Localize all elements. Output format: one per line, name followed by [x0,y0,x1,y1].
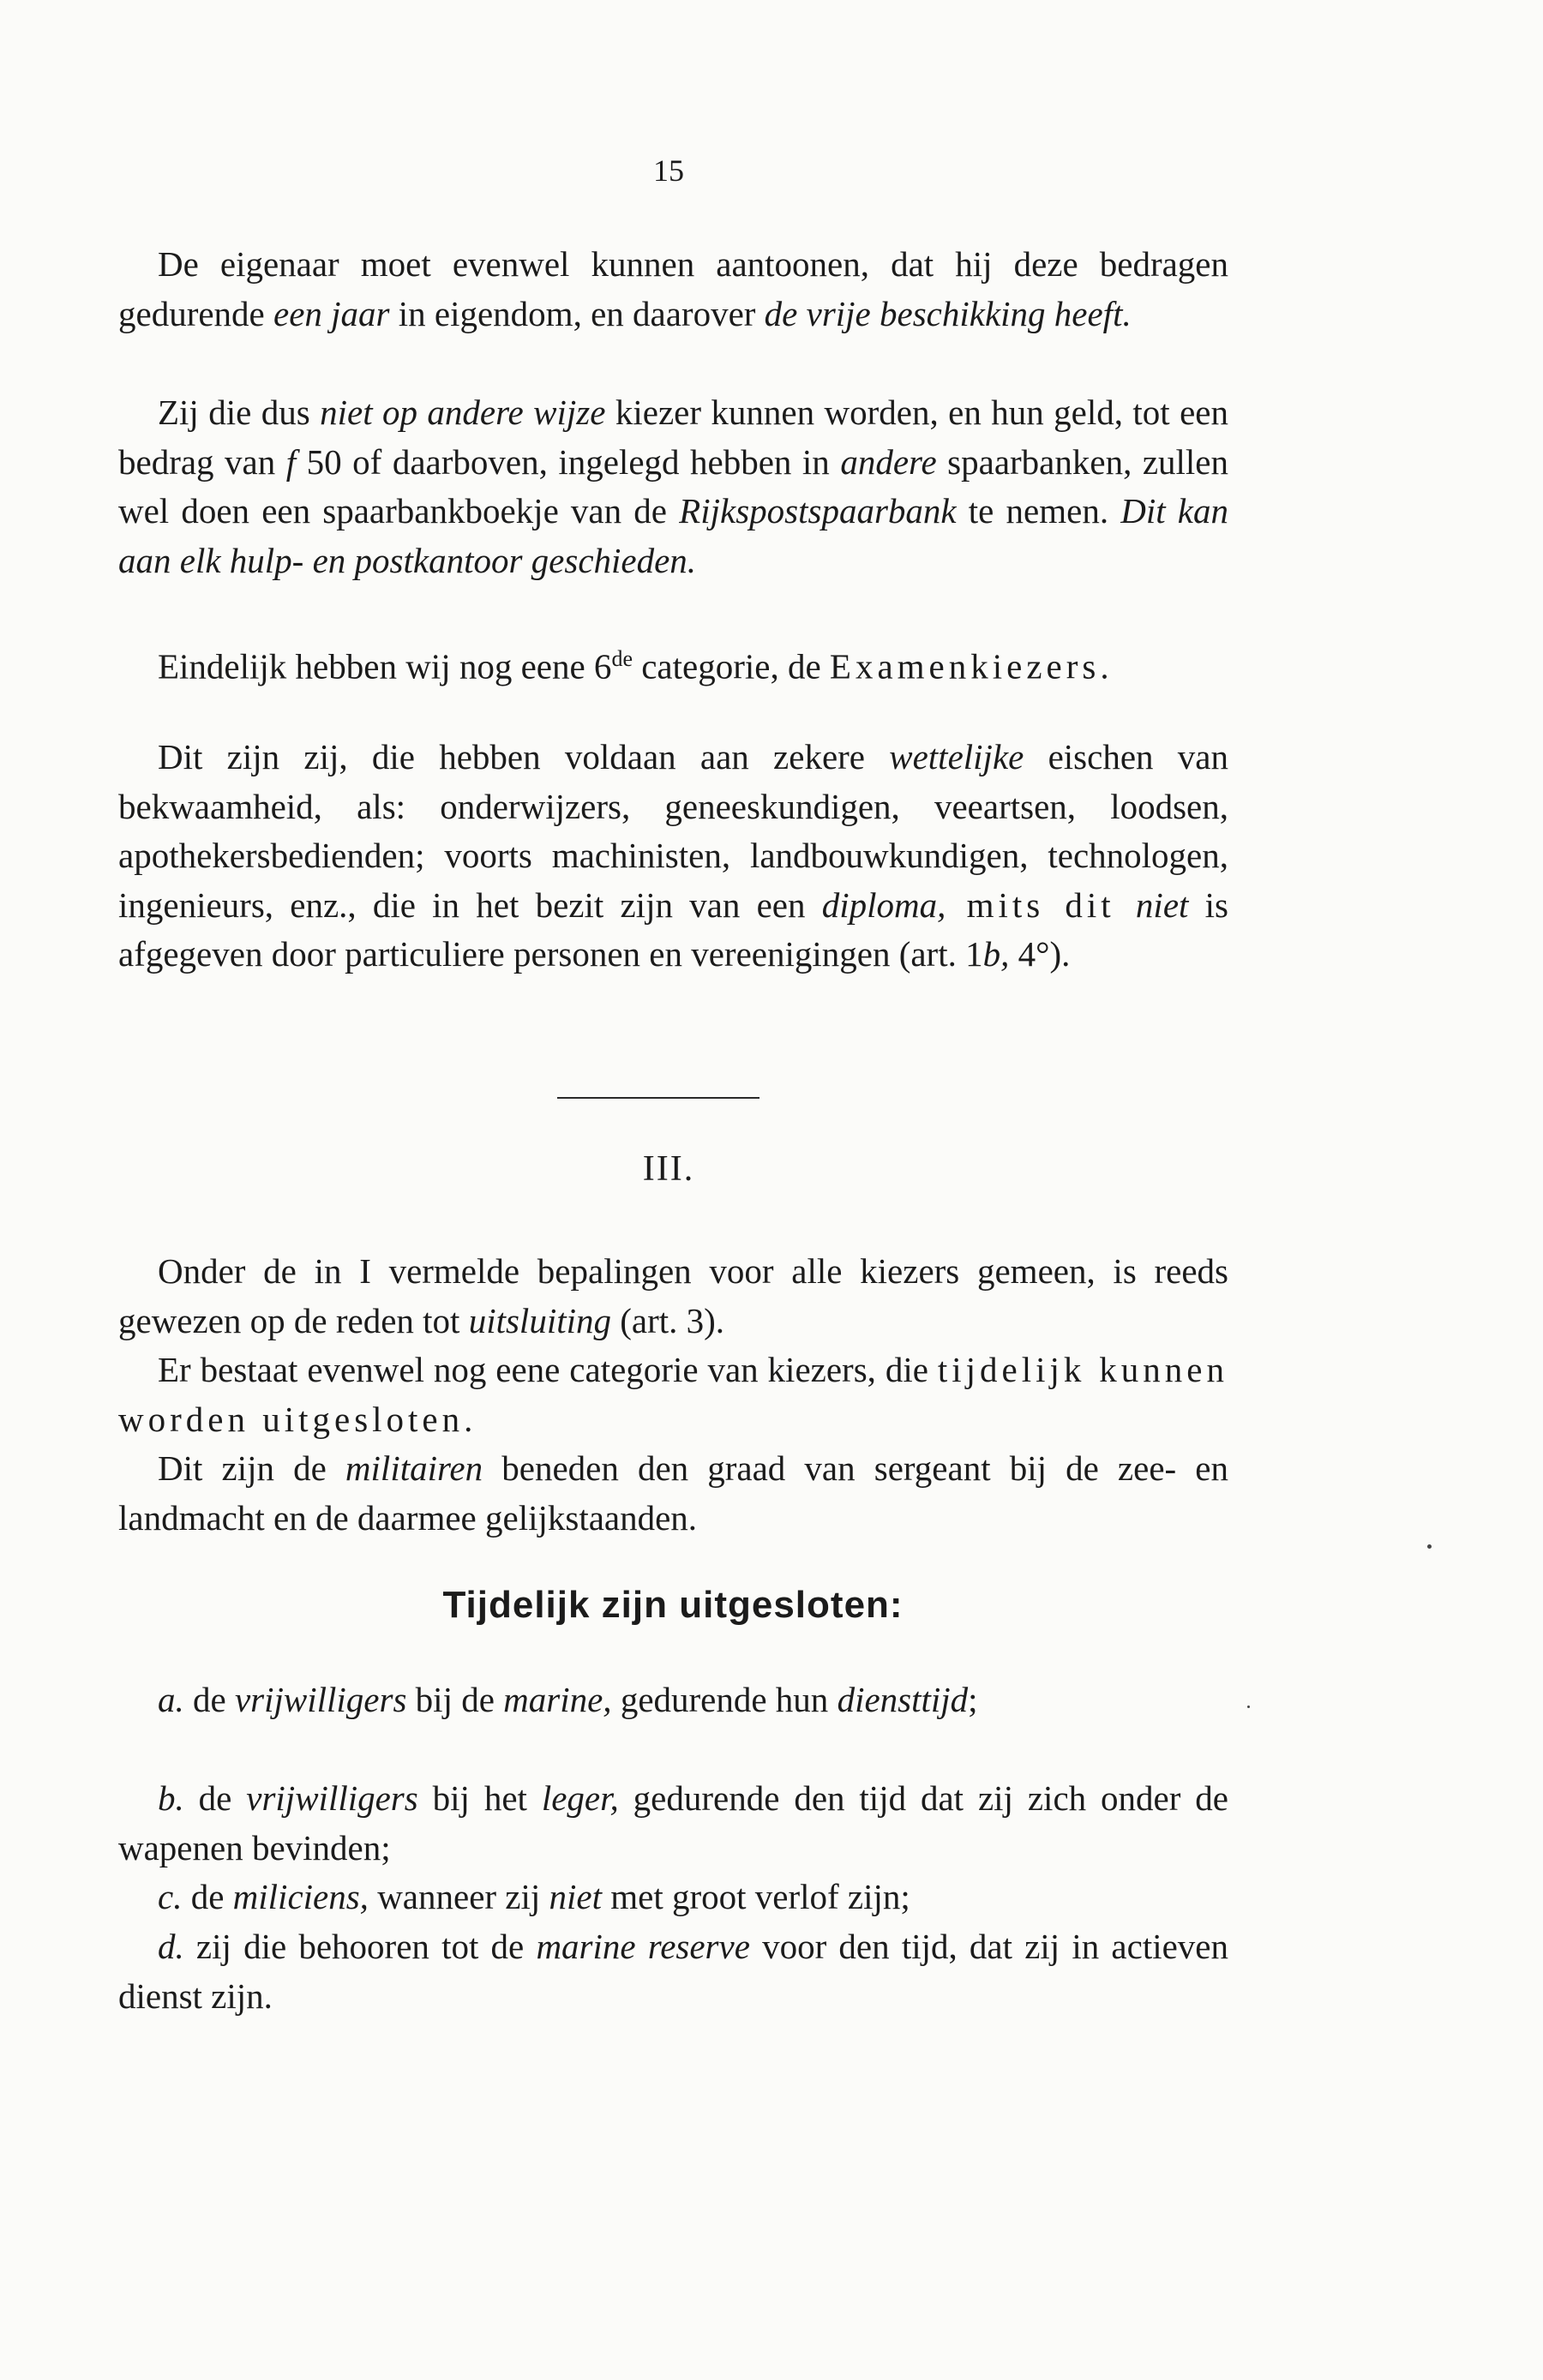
paragraph-military [118,1444,1228,1543]
text-run: de [182,1877,233,1916]
italic-run: Dit kan aan elk hulp- en postkantoor geschieden. [118,491,1228,580]
text-run: Dit zijn de [158,1448,345,1488]
paper-speck [1427,1544,1432,1549]
text-run: Eindelijk hebben wij nog eene 6 [158,646,612,686]
text-run: zij die behooren tot de [183,1927,537,1966]
italic-run: een jaar [273,293,390,333]
italic-run: marine, [503,1680,612,1719]
page-number: 15 [653,153,684,188]
italic-run: militairen [345,1448,483,1488]
text-run: spaarbanken, zullen wel doen een spaarbankboekje van de [118,441,1229,531]
italic-run: b, [982,934,1010,974]
text-run: Zij die dus [158,393,321,432]
subheading: Tijdelijk zijn uitgesloten: [442,1584,904,1626]
text-run: de [183,1778,247,1818]
text-run: 50 of daarboven, ingelegd hebben in [296,441,841,482]
italic-run: niet [549,1877,603,1916]
italic-run: uitsluiting [468,1300,611,1340]
list-letter: a. [158,1680,184,1719]
text-run: te nemen. [956,491,1121,531]
italic-run: Rijkspostspaarbank [679,491,957,531]
italic-run: niet op andere wijze [320,393,606,432]
text-run: in eigendom, en daarover [389,293,765,333]
text-run: beneden den graad van sergeant bij de zee- en landmacht en de daarmee gelijkstaanden. [118,1448,1228,1538]
paragraph-temporary [118,1346,1228,1444]
text-run: (art. 3). [611,1300,725,1340]
paragraph-qualifications [118,733,1228,980]
text-run: bij het [417,1778,542,1818]
text-run: Dit zijn zij, die hebben voldaan aan zekere [158,737,890,776]
text-run: kiezer kunnen worden, en hun geld, tot een bedrag van [118,393,1228,482]
italic-run: miliciens, [232,1877,369,1916]
text-run: gedurende den tijd dat zij zich onder de wapenen bevinden; [118,1778,1228,1867]
list-item-d [118,1922,1228,2021]
list-letter: c. [158,1877,183,1916]
text-run: de [183,1680,235,1719]
spaced-run: mits dit [946,884,1136,925]
text-run: voor den tijd, dat zij in actieven dienst zijn. [118,1927,1228,2016]
italic-run: diensttijd [837,1680,969,1719]
list-item-a [118,1676,1228,1725]
list-letter: d. [158,1927,184,1966]
paragraph-ownership [118,240,1228,339]
text-run: De eigenaar moet evenwel kunnen aantoonen, dat hij deze bedragen gedurende [118,244,1228,333]
italic-run: diploma, [821,884,946,925]
text-run: wanneer zij [368,1877,549,1916]
italic-run: f [285,441,297,482]
italic-run: vrijwilligers [234,1680,407,1719]
section-heading: III. [642,1149,695,1189]
text-run: categorie, de [632,646,830,686]
text-run: is afgegeven door particuliere personen en vereenigingen (art. 1 [118,884,1228,974]
paragraph-examenkiezers [118,634,1228,692]
text-run: bij de [406,1680,504,1719]
text-run: met groot verlof zijn; [602,1877,910,1916]
italic-run: marine reserve [536,1927,750,1966]
section-divider [557,1097,759,1099]
spaced-run: tijdelijk kunnen worden uitgesloten. [118,1350,1228,1439]
text-run: Onder de in I vermelde bepalingen voor alle kiezers gemeen, is reeds gewezen op de reden tot [118,1251,1228,1340]
paper-speck [1247,1706,1250,1708]
spaced-run: Examenkiezers. [829,646,1114,686]
list-item-c [118,1873,1228,1922]
paragraph-savings-bank [118,388,1228,585]
list-letter: b. [158,1778,184,1818]
text-run: eischen van bekwaamheid, als: onderwijzers, geneeskundigen, veeartsen, loodsen, apothekersbedienden; voorts machinisten, landbouwkundigen, technologen, ingenieurs, enz., die in het bezit zijn van een [118,737,1228,925]
text-run: Er bestaat evenwel nog eene categorie van kiezers, die [158,1350,938,1389]
italic-run: niet [1135,884,1189,925]
list-item-b [118,1774,1228,1873]
italic-run: de vrije beschikking heeft. [764,293,1132,333]
paragraph-exclusion [118,1247,1228,1346]
text-run: gedurende hun [611,1680,838,1719]
text-run: ; [968,1680,978,1719]
italic-run: vrijwilligers [246,1778,418,1818]
italic-run: andere [840,441,937,482]
text-run: 4°). [1009,934,1071,974]
italic-run: wettelijke [889,737,1024,776]
italic-run: leger, [541,1778,619,1818]
superscript: de [611,646,633,671]
